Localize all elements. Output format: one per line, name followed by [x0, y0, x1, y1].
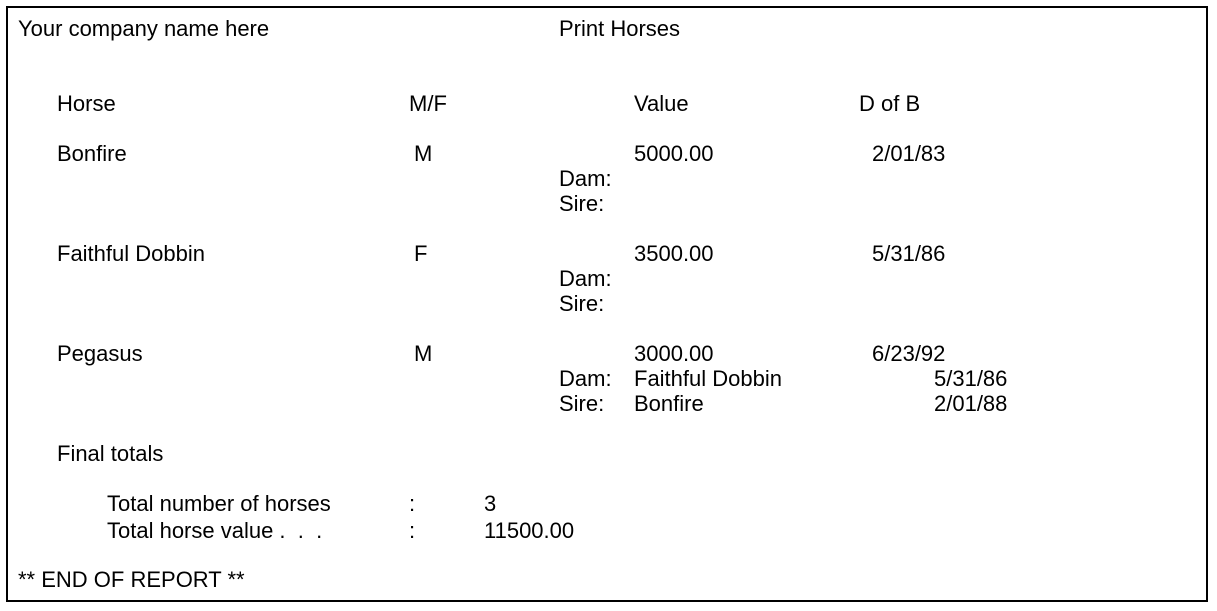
- total-count-label: Total number of horses: [107, 491, 331, 516]
- dam-dob: 5/31/86: [934, 366, 1008, 391]
- column-header-horse: Horse: [57, 91, 116, 116]
- sire-label: Sire:: [559, 291, 605, 316]
- horse-name: Bonfire: [57, 141, 127, 166]
- dam-label: Dam:: [559, 166, 612, 191]
- total-value-label: Total horse value . . .: [107, 518, 323, 543]
- totals-heading: Final totals: [57, 441, 164, 466]
- horse-sex: M: [414, 341, 433, 366]
- dam-name: Faithful Dobbin: [634, 366, 782, 391]
- column-header-value: Value: [634, 91, 689, 116]
- horse-dob: 2/01/83: [872, 141, 946, 166]
- column-header-dob: D of B: [859, 91, 921, 116]
- total-value-amount: 11500.00: [484, 518, 575, 543]
- column-header-sex: M/F: [409, 91, 447, 116]
- dam-label: Dam:: [559, 366, 612, 391]
- total-count-value: 3: [484, 491, 497, 516]
- horse-dob: 6/23/92: [872, 341, 946, 366]
- horse-value: 3500.00: [634, 241, 714, 266]
- sire-label: Sire:: [559, 391, 605, 416]
- total-value-separator: :: [409, 518, 416, 543]
- end-of-report: ** END OF REPORT **: [18, 567, 245, 592]
- horse-name: Faithful Dobbin: [57, 241, 205, 266]
- horse-sex: F: [414, 241, 428, 266]
- horse-dob: 5/31/86: [872, 241, 946, 266]
- dam-label: Dam:: [559, 266, 612, 291]
- sire-dob: 2/01/88: [934, 391, 1008, 416]
- horse-value: 3000.00: [634, 341, 714, 366]
- report-title: Print Horses: [559, 16, 681, 41]
- horse-name: Pegasus: [57, 341, 143, 366]
- total-count-separator: :: [409, 491, 416, 516]
- company-name: Your company name here: [18, 16, 270, 41]
- horse-value: 5000.00: [634, 141, 714, 166]
- sire-name: Bonfire: [634, 391, 704, 416]
- sire-label: Sire:: [559, 191, 605, 216]
- horse-sex: M: [414, 141, 433, 166]
